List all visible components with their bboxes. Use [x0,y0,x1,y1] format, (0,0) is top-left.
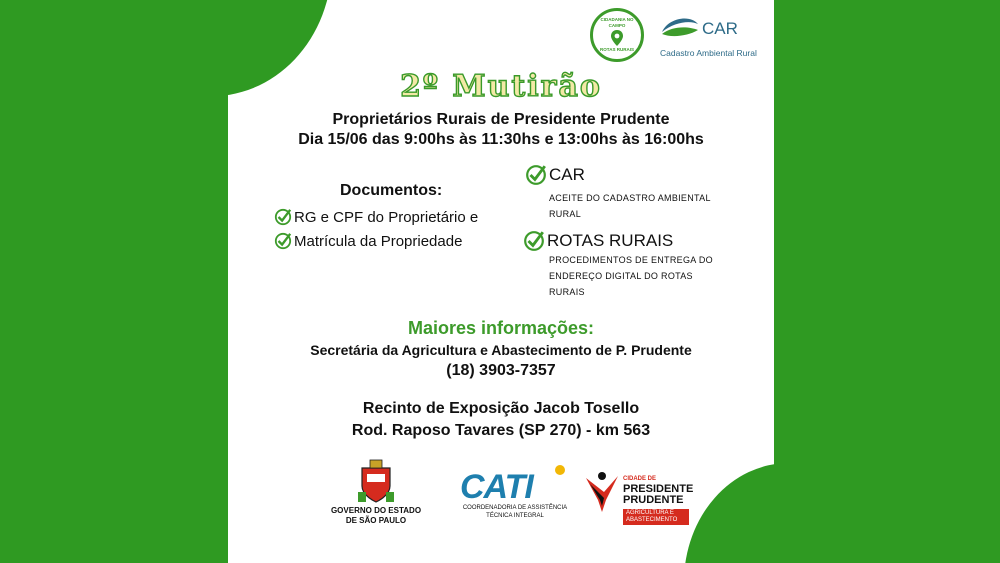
info-heading: Maiores informações: [407,318,595,338]
service-desc-line: RURAIS [549,287,585,297]
service-title [523,230,713,252]
pp-logo-name [623,484,693,506]
cidadania-logo-line1: CIDADANIA NO CAMPO [600,17,634,28]
schedule: Dia 15/06 das 9:00hs às 11:30hs e 13:00hs às 16:00hs [298,131,704,148]
service-desc-line: RURAL [549,209,582,219]
service-rotas-rurais [523,230,713,300]
service-title-label: CAR [549,165,585,184]
service-title [525,164,711,186]
car-leaf-icon [660,14,700,40]
subtitle: Proprietários Rurais de Presidente Prudente [332,111,670,128]
sao-paulo-coat-of-arms-icon [356,458,396,504]
pp-logo-dept-line: ABASTECIMENTO [626,517,678,523]
car-logo-title: CAR [702,19,738,38]
gov-logo-line: GOVERNO DO ESTADO [330,506,422,515]
car-logo-subtitle: Cadastro Ambiental Rural [660,48,757,58]
service-desc-line: ENDEREÇO DIGITAL DO ROTAS [549,271,693,281]
presidente-prudente-figure-icon [584,470,620,514]
service-title-label: ROTAS RURAIS [547,231,674,250]
service-car [525,164,711,222]
check-circle-icon [525,164,547,186]
cati-logo-subtitle [454,504,576,520]
document-item-label: RG e CPF do Proprietário e [294,208,479,226]
cidadania-logo-line2: ROTAS RURAIS [600,47,634,52]
documents-heading: Documentos: [340,182,443,199]
sun-dot-icon [554,464,566,476]
cidadania-logo [590,8,644,62]
decorative-shape-bottom-right [684,463,774,563]
location-pin-icon [609,29,625,47]
document-item [274,232,462,250]
pp-logo-small: CIDADE DE [623,476,657,482]
document-item [274,208,478,226]
document-item-label: Matrícula da Propriedade [294,232,463,250]
cati-logo-line: TÉCNICA INTEGRAL [486,513,544,519]
pp-logo-line: PRUDENTE [623,494,684,506]
service-desc-line: PROCEDIMENTOS DE ENTREGA DO [549,255,713,265]
venue-address: Rod. Raposo Tavares (SP 270) - km 563 [351,422,651,439]
cati-logo-title: CATI [460,468,533,506]
info-phone: (18) 3903-7357 [446,362,556,379]
service-description [549,190,711,222]
pp-logo-dept-line: AGRICULTURA E [626,510,674,516]
page-title: 2º Mutirão [400,69,602,104]
gov-logo-line: DE SÃO PAULO [345,516,407,525]
cati-logo-line: COORDENADORIA DE ASSISTÊNCIA [462,505,568,511]
service-description [549,252,713,300]
pp-logo-line: PRESIDENTE [623,483,694,495]
flyer-card [228,0,774,563]
info-organization: Secretária da Agricultura e Abastecimento de P. Prudente [310,342,692,358]
gov-logo-text [316,506,436,526]
pp-logo-department [623,509,689,525]
check-circle-icon [274,232,292,250]
service-desc-line: ACEITE DO CADASTRO AMBIENTAL [549,193,711,203]
check-circle-icon [523,230,545,252]
check-circle-icon [274,208,292,226]
venue-name: Recinto de Exposição Jacob Tosello [362,400,640,417]
